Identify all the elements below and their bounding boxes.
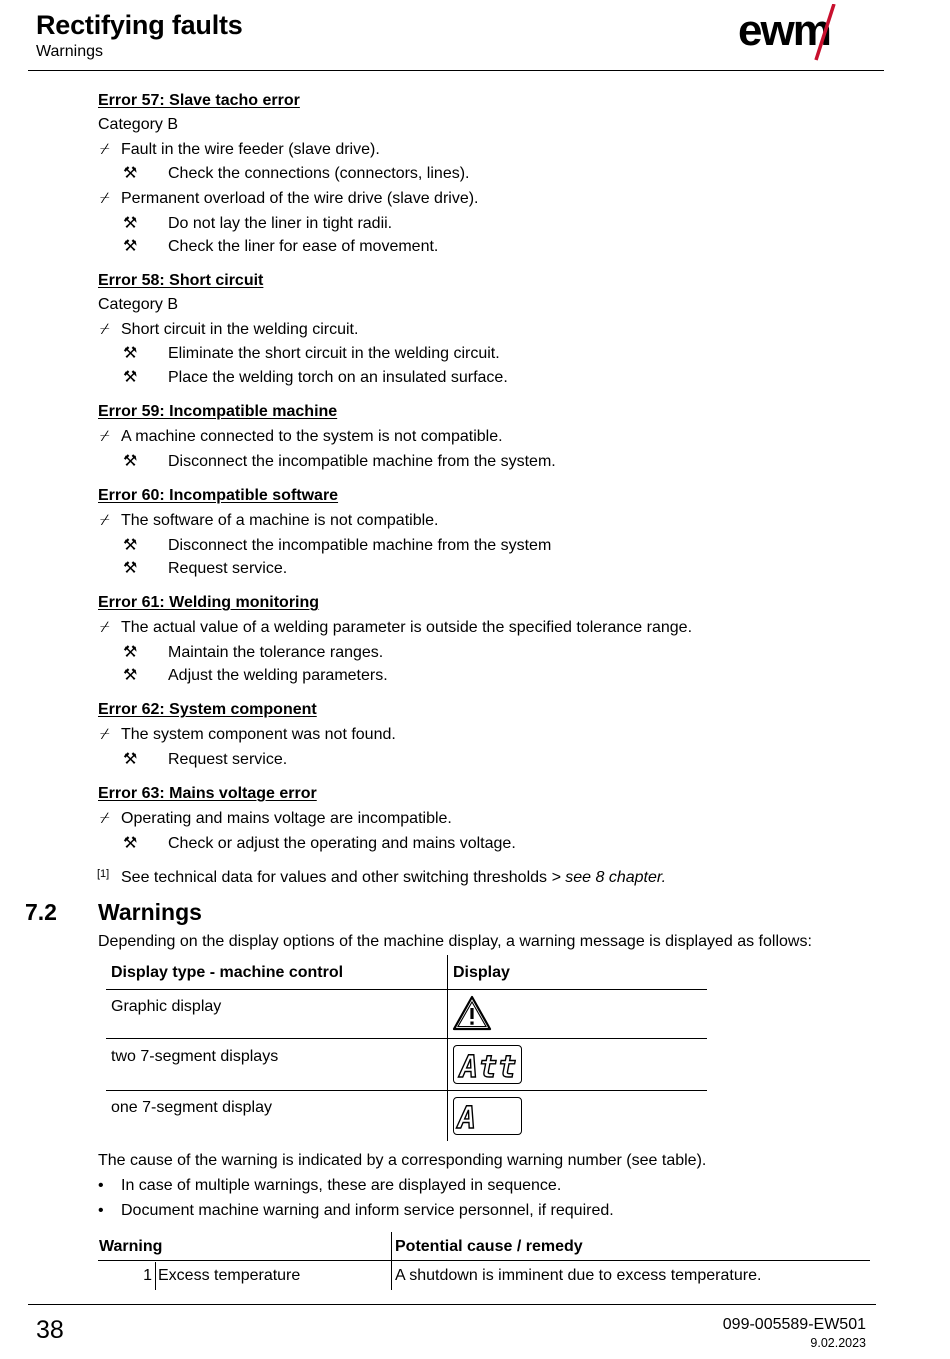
cause-icon: ⌿ [100,190,110,207]
table-cell: Graphic display [111,998,222,1015]
remedy-icon: ⚒ [123,215,138,232]
error-title: Error 58: Short circuit [98,272,264,289]
remedy-text: Disconnect the incompatible machine from the system [168,537,552,554]
error-title: Error 61: Welding monitoring [98,594,320,611]
remedy-icon: ⚒ [123,560,138,577]
cause-icon: ⌿ [100,810,110,827]
remedy-icon: ⚒ [123,835,138,852]
table-rule [98,1260,870,1261]
table-rule [106,1038,707,1039]
cause-text: Short circuit in the welding circuit. [121,321,359,338]
ewm-logo [738,4,870,62]
remedy-icon: ⚒ [123,667,138,684]
table-divider [391,1232,392,1290]
cause-icon: ⌿ [100,619,110,636]
remedy-icon: ⚒ [123,165,138,182]
warning-name: Excess temperature [158,1267,301,1284]
page-title: Rectifying faults [36,10,243,40]
remedy-text: Request service. [168,560,288,577]
cause-icon: ⌿ [100,428,110,445]
remedy-icon: ⚒ [123,453,138,470]
error-category: Category B [98,116,179,133]
seven-segment-att [454,1046,521,1083]
document-date: 9.02.2023 [810,1336,866,1350]
svg-text:Att: Att [460,1050,518,1083]
remedy-text: Place the welding torch on an insulated surface. [168,369,508,386]
bullet-text: In case of multiple warnings, these are displayed in sequence. [121,1177,562,1194]
bullet: • [98,1177,104,1194]
cause-text: The system component was not found. [121,726,396,743]
page-number: 38 [36,1316,64,1344]
table-divider [447,955,448,1141]
footer-rule [28,1304,876,1305]
section-number: 7.2 [25,899,57,925]
remedy-text: Eliminate the short circuit in the welding circuit. [168,345,500,362]
warning-remedy: A shutdown is imminent due to excess temperature. [395,1267,762,1284]
cause-text: Operating and mains voltage are incompatible. [121,810,452,827]
cause-text: A machine connected to the system is not compatible. [121,428,503,445]
seven-segment-display [453,1045,522,1084]
cause-text: The software of a machine is not compatible. [121,512,439,529]
logo-text: ewm [738,6,830,55]
table-cell: two 7-segment displays [111,1048,279,1065]
cause-text: Permanent overload of the wire drive (slave drive). [121,190,479,207]
seven-segment-display [453,1097,522,1135]
section-intro: Depending on the display options of the machine display, a warning message is displayed as follows: [98,933,812,950]
remedy-text: Adjust the welding parameters. [168,667,388,684]
table-header: Potential cause / remedy [395,1238,583,1255]
table-rule [106,1090,707,1091]
remedy-text: Check the liner for ease of movement. [168,238,439,255]
cause-icon: ⌿ [100,512,110,529]
error-title: Error 59: Incompatible machine [98,403,338,420]
cause-text: Fault in the wire feeder (slave drive). [121,141,380,158]
bullet: • [98,1202,104,1219]
page-subtitle: Warnings [36,43,103,60]
chapter-link[interactable]: > see 8 chapter. [551,869,667,886]
cause-icon: ⌿ [100,321,110,338]
error-title: Error 60: Incompatible software [98,487,339,504]
remedy-text: Maintain the tolerance ranges. [168,644,384,661]
remedy-icon: ⚒ [123,751,138,768]
cause-text: The actual value of a welding parameter is outside the specified tolerance range. [121,619,693,636]
error-title: Error 57: Slave tacho error [98,92,300,109]
cause-icon: ⌿ [100,141,110,158]
remedy-icon: ⚒ [123,345,138,362]
remedy-icon: ⚒ [123,369,138,386]
remedy-text: Check the connections (connectors, lines). [168,165,470,182]
header-rule [28,70,884,71]
svg-text:A: A [458,1101,477,1134]
error-category: Category B [98,296,179,313]
document-id: 099-005589-EW501 [722,1316,866,1333]
remedy-icon: ⚒ [123,644,138,661]
error-title: Error 62: System component [98,701,317,718]
remedy-text: Disconnect the incompatible machine from the system. [168,453,556,470]
table-divider [155,1262,156,1290]
table-header: Warning [99,1238,163,1255]
cause-paragraph: The cause of the warning is indicated by a corresponding warning number (see table). [98,1152,707,1169]
cause-icon: ⌿ [100,726,110,743]
remedy-icon: ⚒ [123,238,138,255]
footnote-marker: [1] [97,868,110,880]
warning-number: 1 [143,1267,152,1284]
seven-segment-a [454,1098,521,1134]
remedy-text: Do not lay the liner in tight radii. [168,215,393,232]
table-header: Display type - machine control [111,964,344,981]
table-rule [106,989,707,990]
table-cell: one 7-segment display [111,1099,272,1116]
remedy-text: Check or adjust the operating and mains voltage. [168,835,516,852]
footnote [121,868,666,888]
remedy-text: Request service. [168,751,288,768]
remedy-icon: ⚒ [123,537,138,554]
section-title: Warnings [98,899,202,925]
table-header: Display [453,964,510,981]
bullet-text: Document machine warning and inform service personnel, if required. [121,1202,614,1219]
footnote-text: See technical data for values and other switching thresholds [121,869,548,886]
error-title: Error 63: Mains voltage error [98,785,317,802]
warning-triangle-icon [452,995,492,1032]
